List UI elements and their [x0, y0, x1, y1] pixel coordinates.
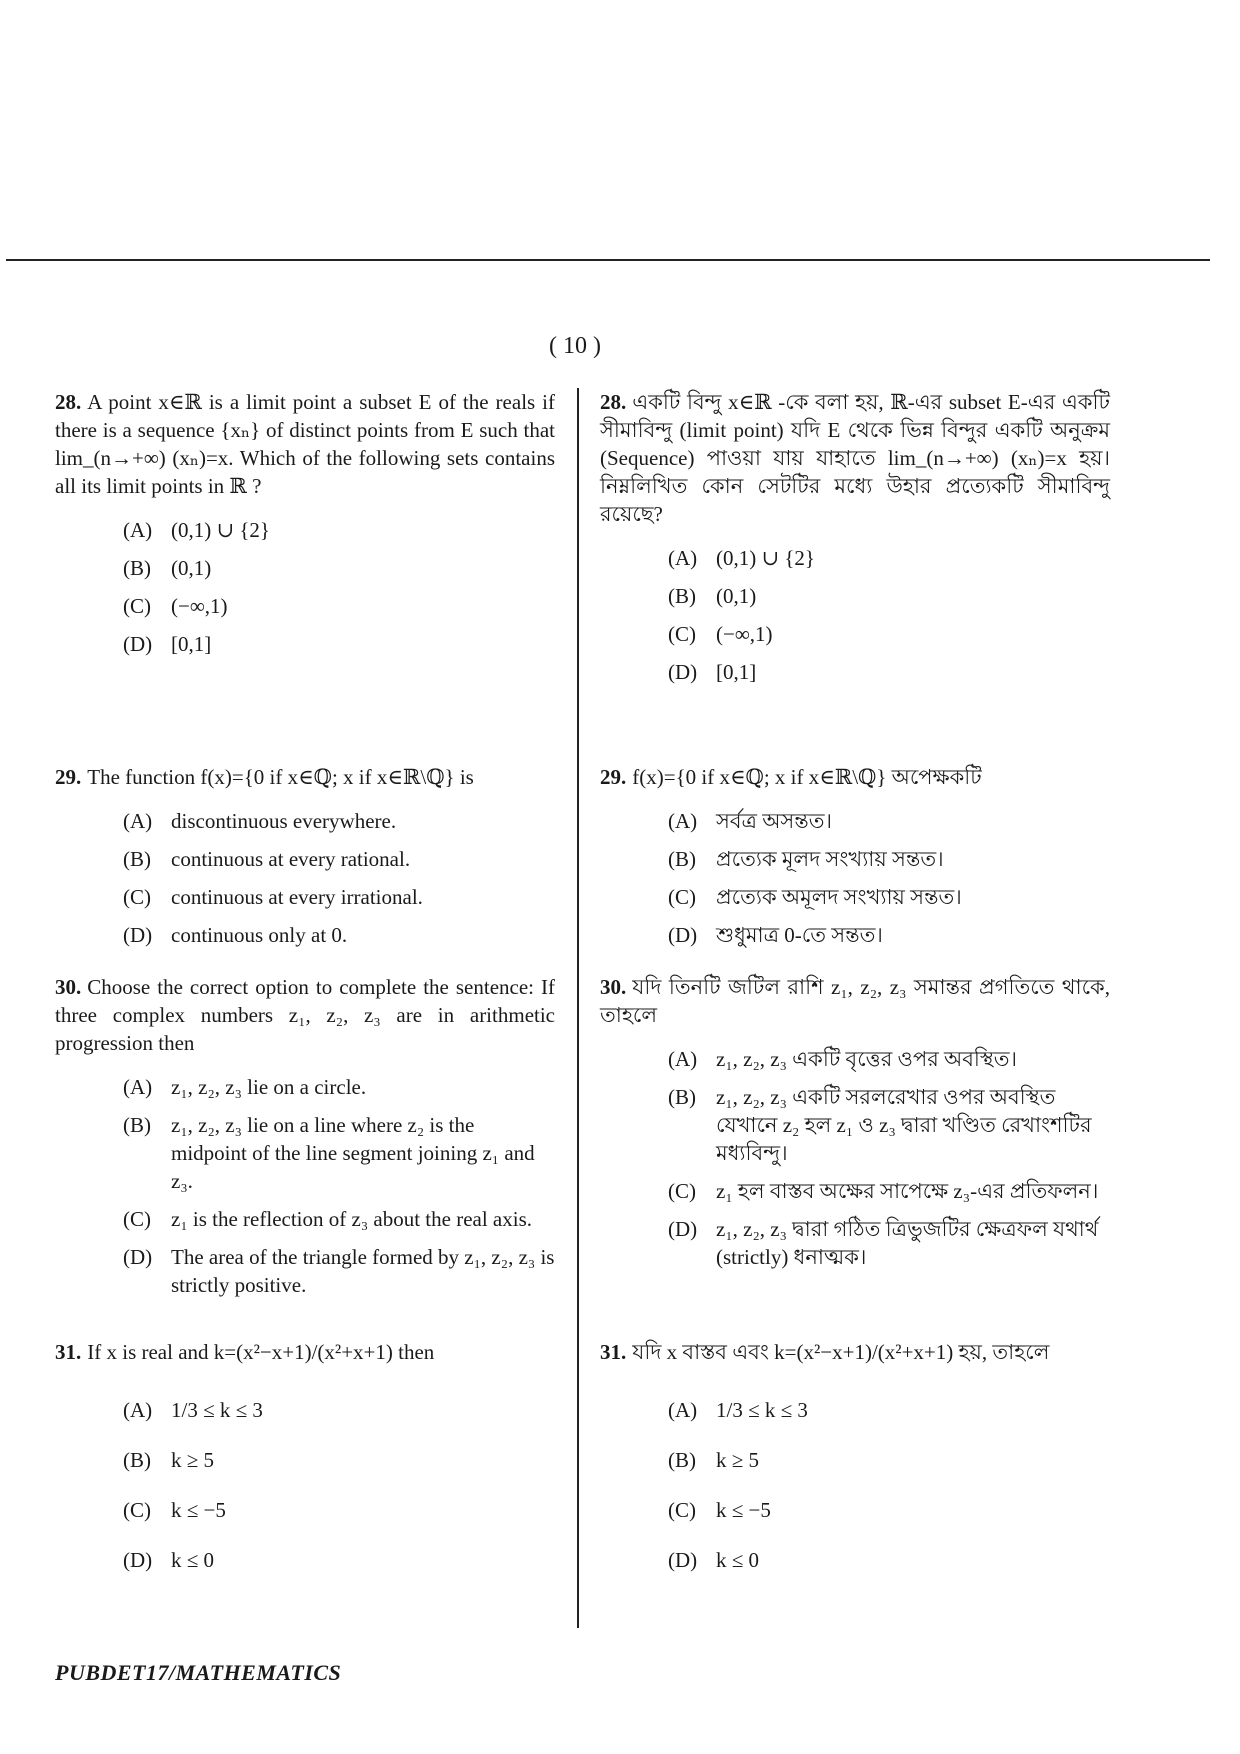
question-30-bn — [600, 973, 1110, 1281]
option-a: (A) z₁, z₂, z₃ একটি বৃত্তের ওপর অবস্থিত। — [668, 1047, 1018, 1071]
option-c: (C) k ≤ −5 — [668, 1498, 771, 1522]
option-d: (D) z₁, z₂, z₃ দ্বারা গঠিত ত্রিভুজটির ক্ষেত্রফল যথার্থ (strictly) ধনাত্মক। — [668, 1217, 1099, 1269]
option-c: (C) continuous at every irrational. — [123, 885, 423, 909]
option-d: (D) continuous only at 0. — [123, 923, 348, 947]
question-text: যদি তিনটি জটিল রাশি z₁, z₂, z₃ সমান্তর প্রগতিতে থাকে, তাহলে — [600, 975, 1110, 1027]
options — [123, 807, 555, 949]
question-number: 29. — [600, 765, 627, 789]
footer-code: PUBDET17/MATHEMATICS — [55, 1660, 342, 1685]
question-number: 31. — [600, 1340, 627, 1364]
question-29-en — [55, 763, 555, 959]
question-29-bn — [600, 763, 1110, 959]
question-text: The function f(x)={0 if x∈ℚ; x if x∈ℝ\ℚ} is — [87, 765, 474, 789]
question-31-en — [55, 1338, 555, 1584]
option-b: (B) (0,1) — [668, 584, 757, 608]
question-text: f(x)={0 if x∈ℚ; x if x∈ℝ\ℚ} অপেক্ষকটি — [632, 765, 982, 789]
options — [668, 807, 1110, 949]
question-number: 31. — [55, 1340, 82, 1364]
question-number: 28. — [600, 390, 627, 414]
option-d: (D) [0,1] — [123, 632, 212, 656]
option-d: (D) k ≤ 0 — [123, 1548, 215, 1572]
question-text: যদি x বাস্তব এবং k=(x²−x+1)/(x²+x+1) হয়, তাহলে — [632, 1340, 1050, 1364]
option-a: (A) সর্বত্র অসন্তত। — [668, 809, 833, 833]
options — [123, 1073, 555, 1299]
option-b: (B) k ≥ 5 — [123, 1448, 215, 1472]
option-d: (D) [0,1] — [668, 660, 757, 684]
option-c: (C) z₁ হল বাস্তব অক্ষের সাপেক্ষে z₃-এর প্রতিফলন। — [668, 1179, 1099, 1203]
option-a: (A) (0,1) ∪ {2} — [123, 518, 270, 542]
option-c: (C) (−∞,1) — [123, 594, 228, 618]
question-text: Choose the correct option to complete the sentence: If three complex numbers z₁, z₂, z₃ are in arithmetic progression then — [55, 975, 555, 1055]
question-text: একটি বিন্দু x∈ℝ -কে বলা হয়, ℝ-এর subset E-এর একটি সীমাবিন্দু (limit point) যদি E থেকে ভিন্ন বিন্দুর একটি অনুক্রম (Sequence) পাওয়া যায় যাহাতে lim_(n→+∞) (xₙ)=x হয়। নিম্নলিখিত কোন সেটটির মধ্যে উহার প্রত্যেকটি সীমাবিন্দু রয়েছে? — [600, 390, 1110, 526]
question-30-en — [55, 973, 555, 1309]
option-b: (B) প্রত্যেক মূলদ সংখ্যায় সন্তত। — [668, 847, 944, 871]
question-31-bn — [600, 1338, 1110, 1584]
options — [668, 544, 1110, 686]
options — [123, 516, 555, 658]
option-b: (B) z₁, z₂, z₃ একটি সরলরেখার ওপর অবস্থিত যেখানে z₂ হল z₁ ও z₃ দ্বারা খণ্ডিত রেখাংশটির মধ্যবিন্দু। — [668, 1085, 1092, 1165]
question-text: If x is real and k=(x²−x+1)/(x²+x+1) then — [87, 1340, 435, 1364]
option-c: (C) k ≤ −5 — [123, 1498, 226, 1522]
option-b: (B) (0,1) — [123, 556, 212, 580]
option-d: (D) শুধুমাত্র 0-তে সন্তত। — [668, 923, 883, 947]
option-a: (A) (0,1) ∪ {2} — [668, 546, 815, 570]
option-c: (C) প্রত্যেক অমূলদ সংখ্যায় সন্তত। — [668, 885, 962, 909]
option-d: (D) k ≤ 0 — [668, 1548, 760, 1572]
question-28-bn — [600, 388, 1110, 696]
options — [123, 1396, 555, 1574]
options — [668, 1396, 1110, 1574]
option-b: (B) continuous at every rational. — [123, 847, 411, 871]
option-a: (A) 1/3 ≤ k ≤ 3 — [123, 1398, 263, 1422]
option-c: (C) (−∞,1) — [668, 622, 773, 646]
option-b: (B) z₁, z₂, z₃ lie on a line where z₂ is the midpoint of the line segment joining z₁ and z₃. — [123, 1113, 535, 1193]
option-a: (A) discontinuous everywhere. — [123, 809, 397, 833]
option-d: (D) The area of the triangle formed by z₁, z₂, z₃ is strictly positive. — [123, 1245, 555, 1297]
option-a: (A) z₁, z₂, z₃ lie on a circle. — [123, 1075, 367, 1099]
option-c: (C) z₁ is the reflection of z₃ about the real axis. — [123, 1207, 532, 1231]
column-divider — [577, 388, 579, 1628]
question-28-en — [55, 388, 555, 668]
question-number: 30. — [55, 975, 82, 999]
option-b: (B) k ≥ 5 — [668, 1448, 760, 1472]
option-a: (A) 1/3 ≤ k ≤ 3 — [668, 1398, 808, 1422]
options — [668, 1045, 1110, 1271]
question-number: 28. — [55, 390, 82, 414]
question-text: A point x∈ℝ is a limit point a subset E of the reals if there is a sequence {xₙ} of distinct points from E such that lim_(n→+∞) (xₙ)=x. Which of the following sets contains all its limit points in ℝ ? — [55, 390, 555, 498]
question-number: 29. — [55, 765, 82, 789]
header-rule — [6, 259, 1210, 261]
page-number: ( 10 ) — [549, 333, 601, 359]
question-number: 30. — [600, 975, 627, 999]
